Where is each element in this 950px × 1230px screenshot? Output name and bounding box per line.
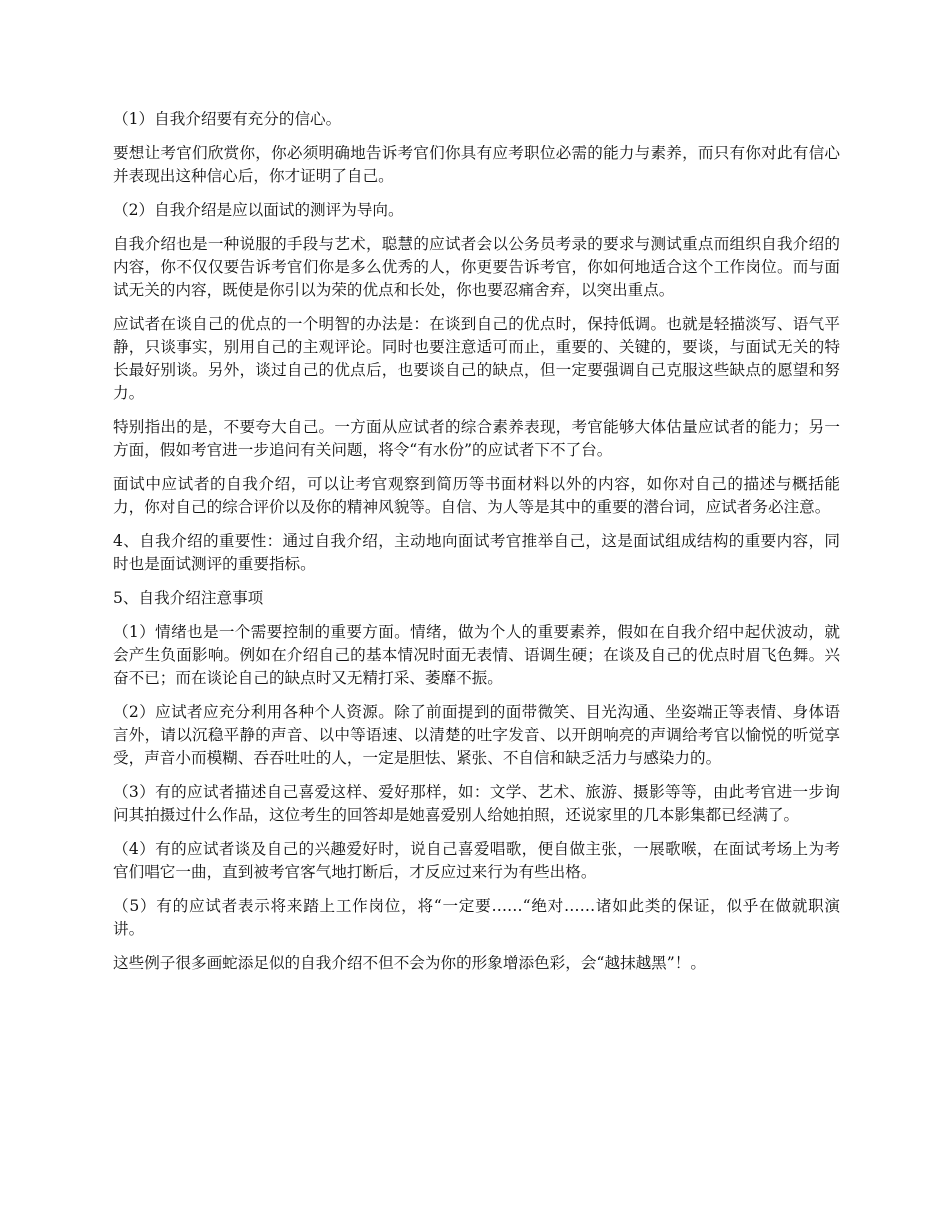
paragraph-12: （3）有的应试者描述自己喜爱这样、爱好那样，如：文学、艺术、旅游、摄影等等，由此考官进一步询问其拍摄过什么作品，这位考生的回答却是她喜爱别人给她拍照，还说家里的几本影集都已经满了。	[113, 783, 840, 824]
paragraph-4: 自我介绍也是一种说服的手段与艺术，聪慧的应试者会以公务员考录的要求与测试重点而组织自我介绍的内容，你不仅仅要告诉考官们你是多么优秀的人，你更要告诉考官，你如何地适合这个工作岗位。而与面试无关的内容，既使是你引以为荣的优点和长处，你也要忍痛舍弃，以突出重点。	[113, 235, 840, 299]
paragraph-9: 5、自我介绍注意事项	[113, 589, 264, 607]
paragraph-15: 这些例子很多画蛇添足似的自我介绍不但不会为你的形象增添色彩，会“越抹越黑”！。	[113, 954, 706, 972]
paragraph-13: （4）有的应试者谈及自己的兴趣爱好时，说自己喜爱唱歌，便自做主张，一展歌喉，在面试考场上为考官们唱它一曲，直到被考官客气地打断后，才反应过来行为有些出格。	[113, 840, 840, 881]
paragraph-10: （1）情绪也是一个需要控制的重要方面。情绪，做为个人的重要素养，假如在自我介绍中起伏波动，就会产生负面影响。例如在介绍自己的基本情况时面无表情、语调生硬；在谈及自己的优点时眉飞色舞。兴奋不已；而在谈论自己的缺点时又无精打采、萎靡不振。	[113, 623, 840, 687]
document-body	[113, 108, 840, 986]
paragraph-8: 4、自我介绍的重要性：通过自我介绍，主动地向面试考官推举自己，这是面试组成结构的重要内容，同时也是面试测评的重要指标。	[113, 532, 840, 573]
paragraph-6: 特别指出的是，不要夸大自己。一方面从应试者的综合素养表现，考官能够大体估量应试者的能力；另一方面，假如考官进一步追问有关问题，将令“有水份”的应试者下不了台。	[113, 418, 840, 459]
paragraph-5: 应试者在谈自己的优点的一个明智的办法是：在谈到自己的优点时，保持低调。也就是轻描淡写、语气平静，只谈事实，别用自己的主观评论。同时也要注意适可而止，重要的、关键的，要谈，与面试无关的特长最好别谈。另外，谈过自己的优点后，也要谈自己的缺点，但一定要强调自己克服这些缺点的愿望和努力。	[113, 315, 840, 402]
paragraph-7: 面试中应试者的自我介绍，可以让考官观察到简历等书面材料以外的内容，如你对自己的描述与概括能力，你对自己的综合评价以及你的精神风貌等。自信、为人等是其中的重要的潜台词，应试者务必注意。	[113, 475, 840, 516]
paragraph-3: （2）自我介绍是应以面试的测评为导向。	[113, 201, 404, 219]
paragraph-11: （2）应试者应充分利用各种个人资源。除了前面提到的面带微笑、目光沟通、坐姿端正等表情、身体语言外，请以沉稳平静的声音、以中等语速、以清楚的吐字发音、以开朗响亮的声调给考官以愉悦的听觉享受，声音小而模糊、吞吞吐吐的人，一定是胆怯、紧张、不自信和缺乏活力与感染力的。	[113, 703, 840, 767]
paragraph-1: （1）自我介绍要有充分的信心。	[113, 110, 342, 128]
paragraph-14: （5）有的应试者表示将来踏上工作岗位，将“一定要……“绝对……诸如此类的保证，似乎在做就职演讲。	[113, 897, 840, 938]
paragraph-2: 要想让考官们欣赏你，你必须明确地告诉考官们你具有应考职位必需的能力与素养，而只有你对此有信心并表现出这种信心后，你才证明了自己。	[113, 144, 840, 185]
